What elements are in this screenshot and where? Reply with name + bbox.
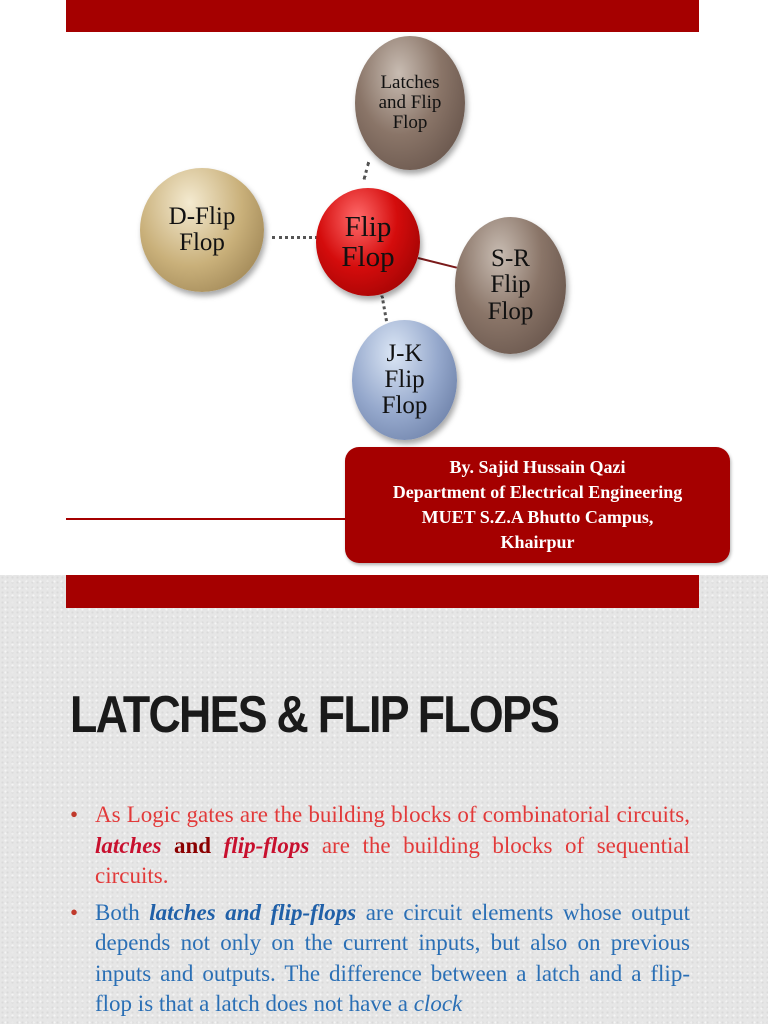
- node-label: D-Flip Flop: [168, 202, 236, 256]
- author-department: Department of Electrical Engineering: [392, 482, 683, 502]
- bullet-text: Both: [95, 899, 150, 925]
- bullet-text: are the building blocks of sequential circuits.: [95, 832, 690, 888]
- node-label: Latches and Flip Flop: [378, 72, 442, 133]
- author-city: Khairpur: [500, 532, 575, 552]
- bullet-item: [70, 800, 690, 892]
- bullet-bold: and: [161, 832, 224, 858]
- bullet-text: are circuit elements whose output depends not only on the current inputs, but also on previous inputs and outputs. The difference between a latch and a flip-flop is that a latch does not have a: [95, 899, 690, 1016]
- content-slide: [0, 575, 768, 1024]
- node-flip-flop: [316, 188, 420, 296]
- bullet-emphasis: latches and flip-flops: [149, 899, 357, 925]
- connector-left: [272, 236, 318, 239]
- bullet-italic: clock: [413, 991, 463, 1016]
- author-box: [345, 447, 730, 563]
- node-label: J-K Flip Flop: [381, 339, 428, 420]
- node-label: Flip Flop: [341, 210, 395, 273]
- connector-bottom: [381, 295, 388, 321]
- bullet-emphasis: latches: [95, 832, 162, 858]
- bullet-item: [70, 898, 690, 1020]
- bullet-marker: •: [70, 802, 79, 827]
- top-accent-bar: [66, 575, 699, 608]
- node-label: S-R Flip Flop: [487, 245, 534, 325]
- bullet-text: As Logic gates are the building blocks of combinatorial circuits,: [95, 802, 690, 827]
- bullet-emphasis: flip-flops: [223, 832, 310, 858]
- node-jk-flip-flop: [352, 320, 457, 440]
- node-sr-flip-flop: [455, 217, 566, 354]
- divider-line: [66, 518, 348, 520]
- connector-top: [363, 162, 371, 180]
- slide-title: LATCHES & FLIP FLOPS: [70, 686, 559, 744]
- author-campus: MUET S.Z.A Bhutto Campus,: [421, 507, 654, 527]
- bullet-marker: •: [70, 899, 79, 925]
- node-d-flip-flop: [140, 168, 264, 292]
- top-accent-bar: [66, 0, 699, 32]
- connector-right: [418, 257, 457, 269]
- node-latches-and-flip-flop: [355, 36, 465, 170]
- bullet-list: [70, 800, 690, 1024]
- author-name: By. Sajid Hussain Qazi: [449, 457, 626, 477]
